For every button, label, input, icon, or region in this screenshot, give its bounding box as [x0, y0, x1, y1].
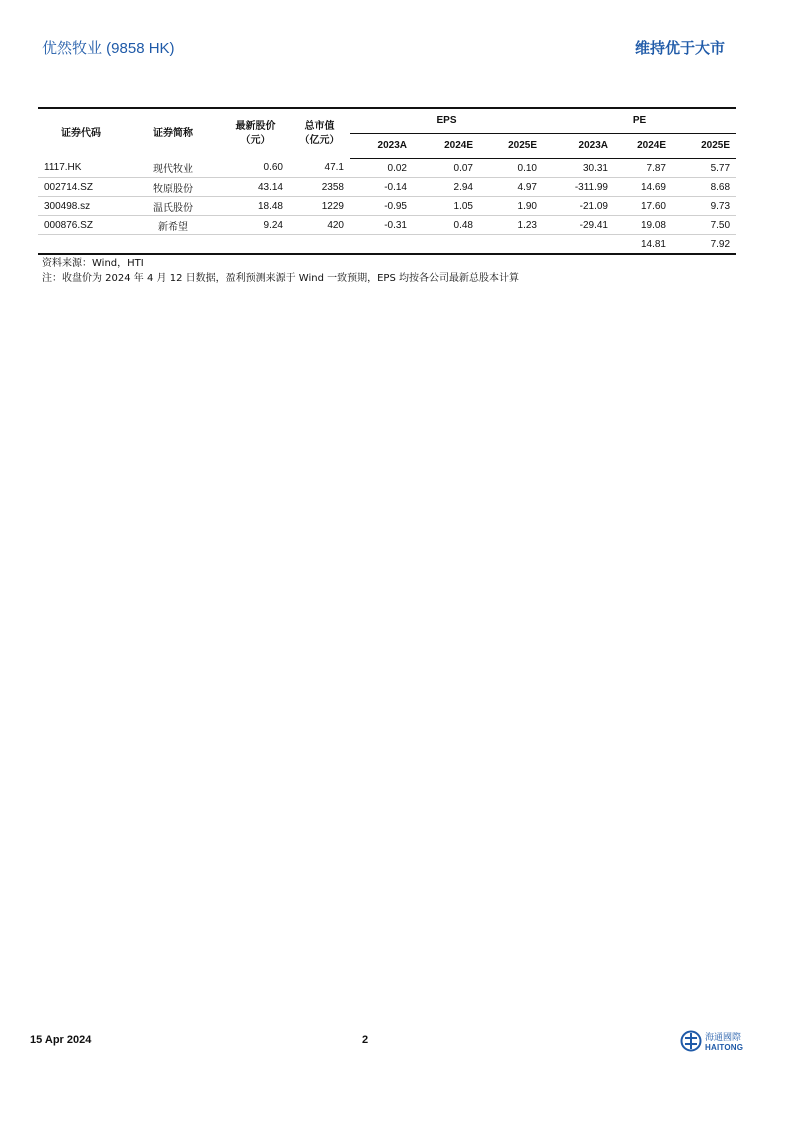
cell-price: 9.24 [222, 216, 289, 235]
cell-price: 43.14 [222, 178, 289, 197]
cell-pe: -29.41 [543, 216, 614, 235]
haitong-emblem-icon [680, 1030, 702, 1057]
cell-price: 18.48 [222, 197, 289, 216]
cell-pe: 9.73 [672, 197, 736, 216]
cell-mktcap: 420 [289, 216, 350, 235]
cell-pe: 7.87 [614, 159, 672, 178]
cell-mktcap: 2358 [289, 178, 350, 197]
header-eps-year: 2025E [479, 134, 543, 159]
cell-pe: 14.69 [614, 178, 672, 197]
cell-pe: -311.99 [543, 178, 614, 197]
cell-code: 002714.SZ [38, 178, 124, 197]
header-mktcap [289, 108, 350, 159]
header-price [222, 108, 289, 159]
cell-pe: 7.50 [672, 216, 736, 235]
average-pe-2024: 14.81 [614, 235, 672, 255]
cell-pe: 17.60 [614, 197, 672, 216]
header-pe-year: 2024E [614, 134, 672, 159]
cell-eps: 0.07 [413, 159, 479, 178]
cell-eps: -0.31 [350, 216, 413, 235]
cell-eps: 1.90 [479, 197, 543, 216]
rating-label: 维持优于大市 [634, 40, 725, 57]
source-note: 资料来源：Wind，HTI [42, 258, 144, 269]
cell-pe: 30.31 [543, 159, 614, 178]
cell-name: 新希望 [124, 216, 222, 235]
average-row [38, 235, 736, 255]
cell-mktcap: 47.1 [289, 159, 350, 178]
logo-english-text: HAITONG [705, 1043, 744, 1052]
cell-name: 牧原股份 [124, 178, 222, 197]
table-row [38, 216, 736, 235]
header-mktcap-label: 总市值（亿元） [299, 120, 340, 146]
cell-eps: 0.48 [413, 216, 479, 235]
table-row [38, 197, 736, 216]
cell-name: 现代牧业 [124, 159, 222, 178]
comparable-companies-table [38, 107, 736, 255]
header-pe-year: 2025E [672, 134, 736, 159]
header-eps-year: 2023A [350, 134, 413, 159]
header-price-label: 最新股价（元） [235, 120, 276, 146]
header-eps-group: EPS [350, 108, 543, 134]
header-code: 证券代码 [38, 108, 124, 159]
cell-eps: 1.23 [479, 216, 543, 235]
cell-pe: 19.08 [614, 216, 672, 235]
logo-chinese-text: 海通國際 [705, 1033, 742, 1043]
cell-eps: 0.02 [350, 159, 413, 178]
cell-eps: 0.10 [479, 159, 543, 178]
cell-eps: 1.05 [413, 197, 479, 216]
page-number: 2 [362, 1034, 369, 1046]
header-pe-group: PE [543, 108, 736, 134]
table-notes [42, 256, 519, 286]
cell-pe: -21.09 [543, 197, 614, 216]
report-date: 15 Apr 2024 [30, 1034, 92, 1046]
cell-eps: -0.95 [350, 197, 413, 216]
cell-pe: 8.68 [672, 178, 736, 197]
cell-eps: -0.14 [350, 178, 413, 197]
header-pe-year: 2023A [543, 134, 614, 159]
cell-eps: 4.97 [479, 178, 543, 197]
cell-code: 000876.SZ [38, 216, 124, 235]
table-row [38, 159, 736, 178]
cell-pe: 5.77 [672, 159, 736, 178]
cell-name: 温氏股份 [124, 197, 222, 216]
footnote: 注：收盘价为 2024 年 4 月 12 日数据，盈利预测来源于 Wind 一致预期，EPS 均按各公司最新总股本计算 [42, 273, 519, 284]
haitong-logo [680, 1031, 743, 1055]
table-row [38, 178, 736, 197]
report-company-title: 优然牧业 (9858 HK) [42, 40, 175, 57]
cell-price: 0.60 [222, 159, 289, 178]
cell-eps: 2.94 [413, 178, 479, 197]
cell-mktcap: 1229 [289, 197, 350, 216]
cell-code: 1117.HK [38, 159, 124, 178]
average-pe-2025: 7.92 [672, 235, 736, 255]
header-name: 证券简称 [124, 108, 222, 159]
header-eps-year: 2024E [413, 134, 479, 159]
cell-code: 300498.sz [38, 197, 124, 216]
